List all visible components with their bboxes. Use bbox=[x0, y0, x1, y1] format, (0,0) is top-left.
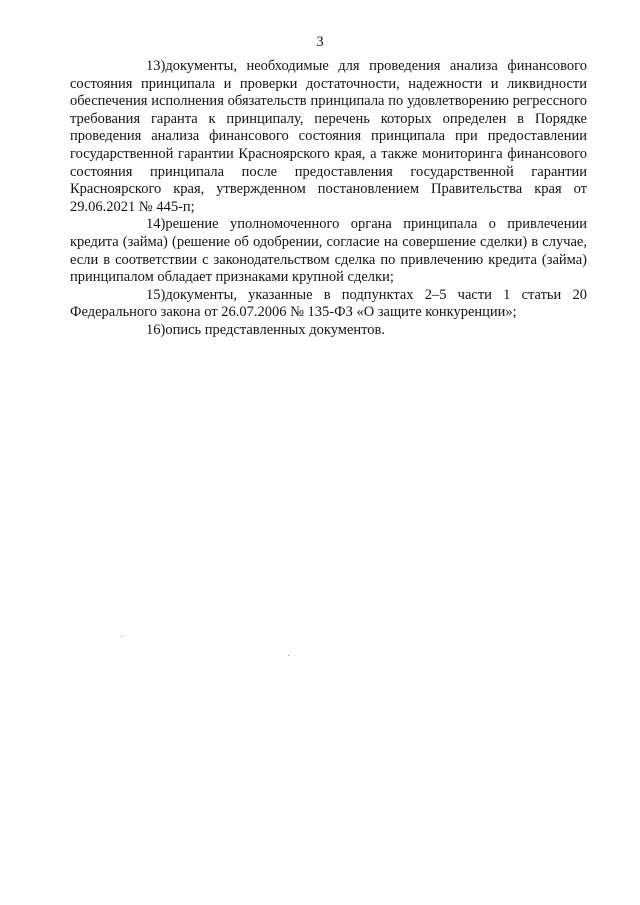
page-number: 3 bbox=[316, 34, 324, 50]
list-item-15 bbox=[70, 287, 587, 322]
document-body bbox=[70, 58, 587, 340]
item-text: опись представленных документов. bbox=[165, 321, 386, 338]
scan-speck bbox=[121, 636, 122, 637]
item-text: документы, необходимые для проведения анализа финансового состояния принципала и проверки достаточности, надежности и ликвидности обеспечения исполнения обязательств принципала по удовлетворению регрессного требования гаранта к принципалу, перечень которых определен в Порядке проведения анализа финансового состояния принципала при предоставлении государственной гарантии Красноярского края, а также мониторинга финансового состояния принципала после предоставления государственной гарантии Красноярского края, утвержденном постановлением Правительства края от 29.06.2021 № 445-п; bbox=[70, 58, 587, 215]
item-number: 13) bbox=[146, 58, 166, 74]
item-number: 14) bbox=[146, 216, 166, 233]
item-text: решение уполномоченного органа принципала о привлечении кредита (займа) (решение об одобрении, согласие на совершение сделки) в случае, если в соответствии с законодательством сделка по привлечению кредита (займа) принципалом обладает признаками крупной сделки; bbox=[70, 216, 587, 286]
list-item-13 bbox=[70, 58, 587, 216]
item-number: 15) bbox=[146, 286, 166, 303]
list-item-14 bbox=[70, 216, 587, 286]
scan-speck bbox=[288, 655, 289, 656]
item-number: 16) bbox=[146, 321, 166, 338]
list-item-16 bbox=[70, 322, 587, 340]
item-text: документы, указанные в подпунктах 2–5 части 1 статьи 20 Федерального закона от 26.07.2006 № 135-ФЗ «О защите конкуренции»; bbox=[70, 286, 587, 321]
